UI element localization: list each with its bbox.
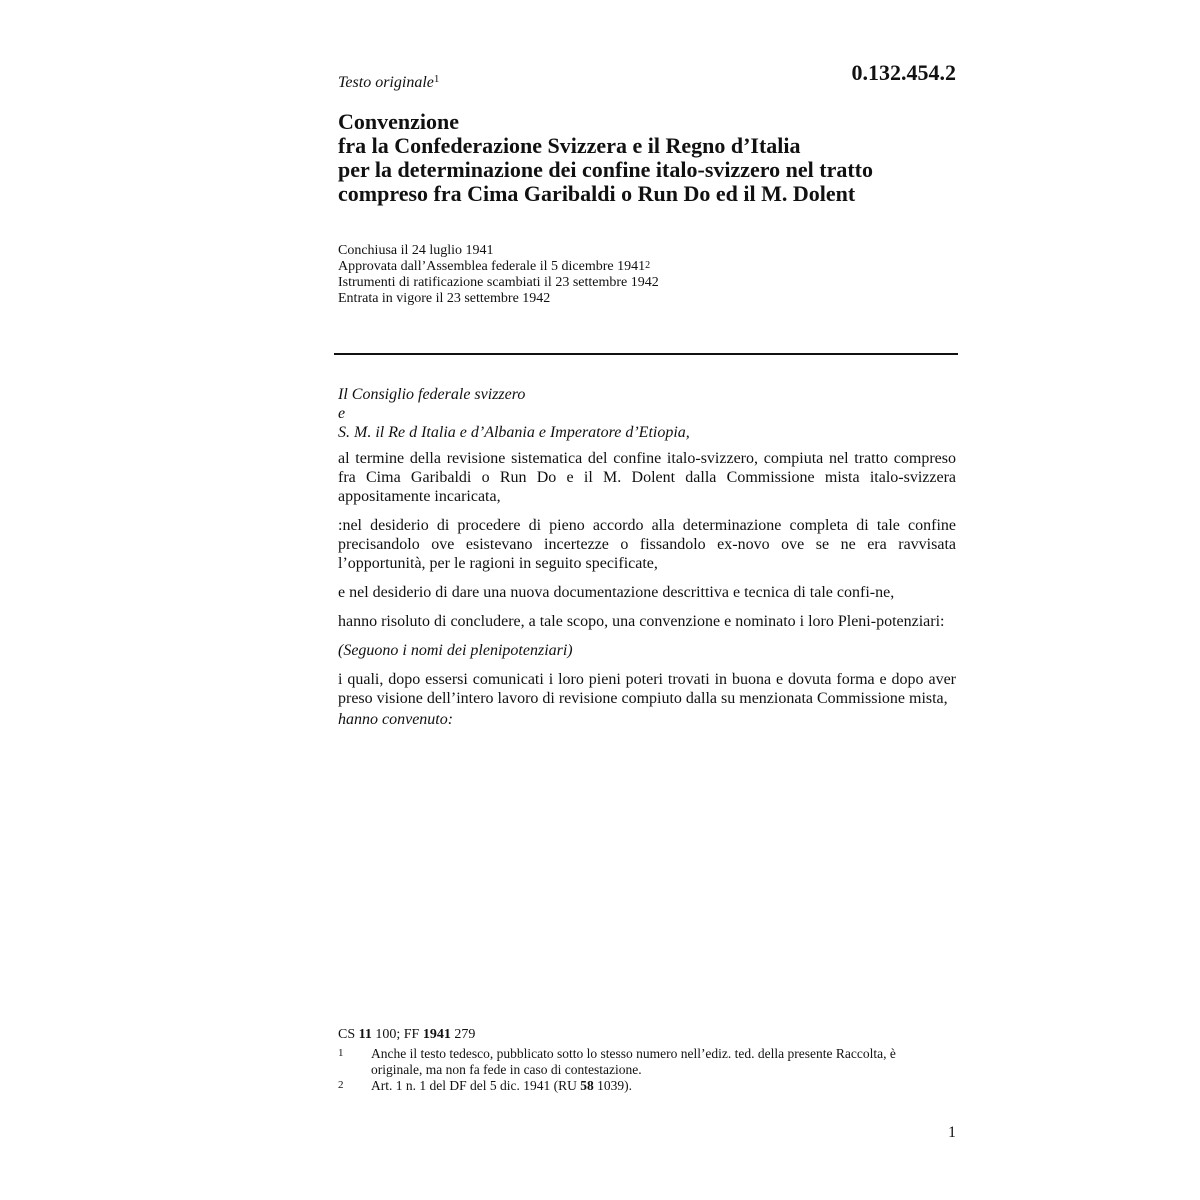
citation-text: 100; FF [371, 1027, 423, 1042]
source-citation [338, 1027, 475, 1043]
horizontal-divider [334, 353, 958, 355]
dates-block [338, 243, 659, 307]
preamble-paragraph: e nel desiderio di dare una nuova documentazione descrittiva e tecnica di tale confi-ne, [338, 584, 895, 601]
date-entry-into-force: Entrata in vigore il 23 settembre 1942 [338, 291, 551, 306]
citation-volume: 11 [358, 1027, 372, 1042]
date-ratification: Istrumenti di ratificazione scambiati il 23 settembre 1942 [338, 275, 659, 290]
preamble [338, 385, 956, 729]
party-conjunction: e [338, 405, 346, 422]
original-text-label [338, 74, 439, 92]
document-number: 0.132.454.2 [851, 60, 956, 85]
footnote-text: Anche il testo tedesco, pubblicato sotto lo stesso numero nell’ediz. ted. della presente Raccolta, è originale, ma non fa fede in caso di contestazione. [371, 1046, 896, 1077]
title-line: compreso fra Cima Garibaldi o Run Do ed il M. Dolent [338, 181, 856, 206]
document-title [338, 110, 978, 206]
footnotes [338, 1046, 938, 1094]
preamble-paragraph: hanno risoluto di concludere, a tale scopo, una convenzione e nominato i loro Pleni-potenziari: [338, 613, 945, 630]
date-approved-text: Approvata dall’Assemblea federale il 5 dicembre 1941 [338, 259, 646, 274]
title-line: Convenzione [338, 109, 459, 134]
closing-formula: hanno convenuto: [338, 711, 454, 728]
citation-year: 1941 [422, 1027, 451, 1042]
title-line: fra la Confederazione Svizzera e il Regno d’Italia [338, 133, 801, 158]
date-concluded: Conchiusa il 24 luglio 1941 [338, 243, 494, 258]
citation-text: CS [338, 1027, 359, 1042]
footnote-text: 1039). [593, 1078, 632, 1093]
plenipotentiaries-note: (Seguono i nomi dei plenipotenziari) [338, 642, 573, 659]
preamble-paragraph: :nel desiderio di procedere di pieno accordo alla determinazione completa di tale confine precisandolo ove esistevano incertezze o fissandolo ex-novo ove se ne era ravvisata l’opportunità, per le ragioni in seguito specificate, [338, 517, 956, 572]
footnote-ref-2[interactable]: 2 [645, 260, 651, 271]
page-number: 1 [948, 1124, 956, 1141]
citation-text: 279 [450, 1027, 476, 1042]
footnote-number: 1 [338, 1047, 344, 1059]
date-approved [338, 259, 659, 275]
party-italy: S. M. il Re d Italia e d’Albania e Imperatore d’Etiopia, [338, 424, 690, 441]
footnote-ref-1[interactable]: 1 [433, 73, 440, 85]
footnote-bold-volume: 58 [580, 1078, 594, 1093]
footnote-2 [338, 1078, 938, 1094]
footnote-text: Art. 1 n. 1 del DF del 5 dic. 1941 (RU [371, 1078, 581, 1093]
footnote-number: 2 [338, 1079, 344, 1091]
party-swiss: Il Consiglio federale svizzero [338, 386, 526, 403]
original-text-label-text: Testo originale [338, 74, 434, 91]
preamble-paragraph: i quali, dopo essersi comunicati i loro pieni poteri trovati in buona e dovuta forma e dopo aver preso visione dell’intero lavoro di revisione compiuto dalla su menzionata Commissione mista, [338, 671, 956, 707]
preamble-paragraph: al termine della revisione sistematica del confine italo-svizzero, compiuta nel tratto compreso fra Cima Garibaldi o Run Do e il M. Dolent dalla Commissione mista italo-svizzera appositamente incaricata, [338, 450, 956, 505]
title-line: per la determinazione dei confine italo-svizzero nel tratto [338, 157, 874, 182]
footnote-1 [338, 1046, 938, 1078]
